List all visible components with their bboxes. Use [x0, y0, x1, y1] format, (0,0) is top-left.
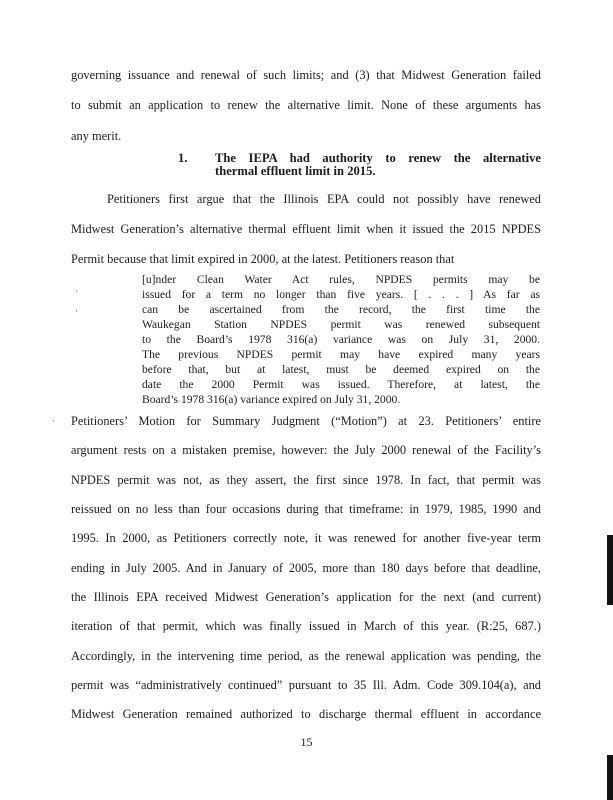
quote-line-3: can be ascertained from the record, the first time the	[142, 303, 540, 316]
quote-line-6: The previous NPDES permit may have expired many years	[142, 348, 540, 361]
para2-line-10: permit was “administratively continued” pursuant to 35 Ill. Adm. Code 309.104(a), and	[71, 678, 541, 692]
intro-line-1: governing issuance and renewal of such limits; and (3) that Midwest Generation failed	[71, 68, 541, 82]
para2-line-9: Accordingly, in the intervening time period, as the renewal application was pending, the	[71, 649, 541, 663]
section-title-line-1: The IEPA had authority to renew the alternative	[215, 151, 541, 165]
para2-line-8: iteration of that permit, which was finally issued in March of this year. (R:25, 687.)	[71, 619, 541, 633]
para1-line-1: Petitioners first argue that the Illinois EPA could not possibly have renewed	[107, 192, 541, 206]
para2-line-7: the Illinois EPA received Midwest Generation’s application for the next (and current)	[71, 590, 541, 604]
scan-edge-artifact	[607, 755, 613, 800]
quote-line-8: date the 2000 Permit was issued. Therefore, at latest, the	[142, 378, 540, 391]
section-number: 1.	[178, 151, 188, 165]
para2-line-6: ending in July 2005. And in January of 2005, more than 180 days before that deadline,	[71, 561, 541, 575]
para1-line-3: Permit because that limit expired in 2000, at the latest. Petitioners reason that	[71, 252, 455, 266]
quote-line-9: Board’s 1978 316(a) variance expired on July 31, 2000.	[142, 393, 401, 406]
intro-line-3: any merit.	[71, 129, 122, 143]
para2-line-4: reissued on no less than four occasions during that timeframe: in 1979, 1985, 1990 and	[71, 502, 541, 516]
margin-speck: ·	[75, 286, 78, 296]
quote-line-7: before that, but at latest, must be deemed expired on the	[142, 363, 540, 376]
scan-edge-artifact	[607, 535, 613, 605]
para2-line-5: 1995. In 2000, as Petitioners correctly note, it was renewed for another five-year term	[71, 531, 541, 545]
para1-line-2: Midwest Generation’s alternative thermal effluent limit when it issued the 2015 NPDES	[71, 222, 541, 236]
margin-speck: ·	[52, 416, 55, 426]
page-number: 15	[300, 735, 313, 749]
para2-line-3: NPDES permit was not, as they assert, the first since 1978. In fact, that permit was	[71, 473, 541, 487]
margin-speck: ·	[75, 306, 78, 316]
para2-line-1: Petitioners’ Motion for Summary Judgment (“Motion”) at 23. Petitioners’ entire	[71, 414, 541, 428]
para2-line-2: argument rests on a mistaken premise, however: the July 2000 renewal of the Facility’s	[71, 443, 541, 457]
quote-line-4: Waukegan Station NPDES permit was renewed subsequent	[142, 318, 540, 331]
intro-line-2: to submit an application to renew the alternative limit. None of these arguments has	[71, 98, 541, 112]
para2-line-11: Midwest Generation remained authorized to discharge thermal effluent in accordance	[71, 707, 541, 721]
section-title-line-2: thermal effluent limit in 2015.	[215, 164, 376, 178]
quote-line-5: to the Board’s 1978 316(a) variance was on July 31, 2000.	[142, 333, 540, 346]
quote-line-1: [u]nder Clean Water Act rules, NPDES permits may be	[142, 273, 540, 286]
quote-line-2: issued for a term no longer than five years. [ . . . ] As far as	[142, 288, 540, 301]
